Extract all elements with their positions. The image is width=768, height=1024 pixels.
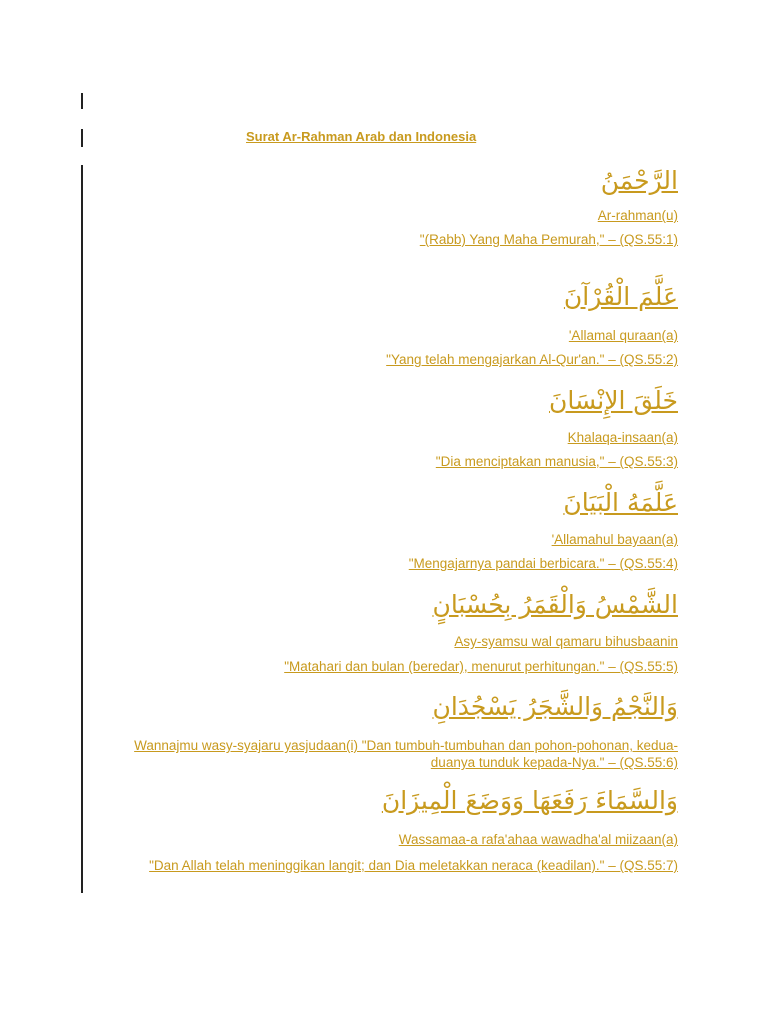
transliteration-translation: Wannajmu wasy-syajaru yasjudaan(i) "Dan tumbuh-tumbuhan dan pohon-pohonan, kedua-duanya tunduk kepada-Nya." – (QS.55:6)	[134, 738, 678, 770]
page-title: Surat Ar-Rahman Arab dan Indonesia	[246, 129, 477, 144]
arabic-verse: خَلَقَ الإِنْسَانَ	[549, 386, 678, 415]
margin-bar	[81, 165, 83, 893]
arabic-verse: الرَّحْمَنُ	[600, 166, 678, 195]
translation: "Yang telah mengajarkan Al-Qur'an." – (QS.55:2)	[386, 352, 678, 367]
arabic-verse: عَلَّمَهُ الْبَيَانَ	[563, 488, 678, 517]
translation: "Dia menciptakan manusia," – (QS.55:3)	[435, 454, 678, 469]
arabic-verse: وَالسَّمَاءَ رَفَعَهَا وَوَضَعَ الْمِيزَانَ	[381, 786, 678, 815]
arabic-verse: عَلَّمَ الْقُرْآنَ	[563, 282, 678, 311]
translation: "Dan Allah telah meninggikan langit; dan Dia meletakkan neraca (keadilan)." – (QS.55:7)	[149, 858, 678, 873]
margin-bar	[81, 129, 83, 147]
translation: "Mengajarnya pandai berbicara." – (QS.55:4)	[408, 556, 678, 571]
transliteration: Wassamaa-a rafa'ahaa wawadha'al miizaan(a)	[398, 832, 678, 847]
translation: "Matahari dan bulan (beredar), menurut perhitungan." – (QS.55:5)	[284, 659, 678, 674]
transliteration: Asy-syamsu wal qamaru bihusbaanin	[454, 634, 678, 649]
transliteration: Ar-rahman(u)	[597, 208, 678, 223]
transliteration: 'Allamal quraan(a)	[568, 328, 678, 343]
transliteration: Khalaqa-insaan(a)	[567, 430, 678, 445]
arabic-verse: الشَّمْسُ وَالْقَمَرُ بِحُسْبَانٍ	[432, 590, 678, 619]
arabic-verse: وَالنَّجْمُ وَالشَّجَرُ يَسْجُدَانِ	[432, 692, 678, 721]
transliteration: 'Allamahul bayaan(a)	[551, 532, 678, 547]
margin-bar	[81, 93, 83, 109]
translation: "(Rabb) Yang Maha Pemurah," – (QS.55:1)	[419, 232, 678, 247]
